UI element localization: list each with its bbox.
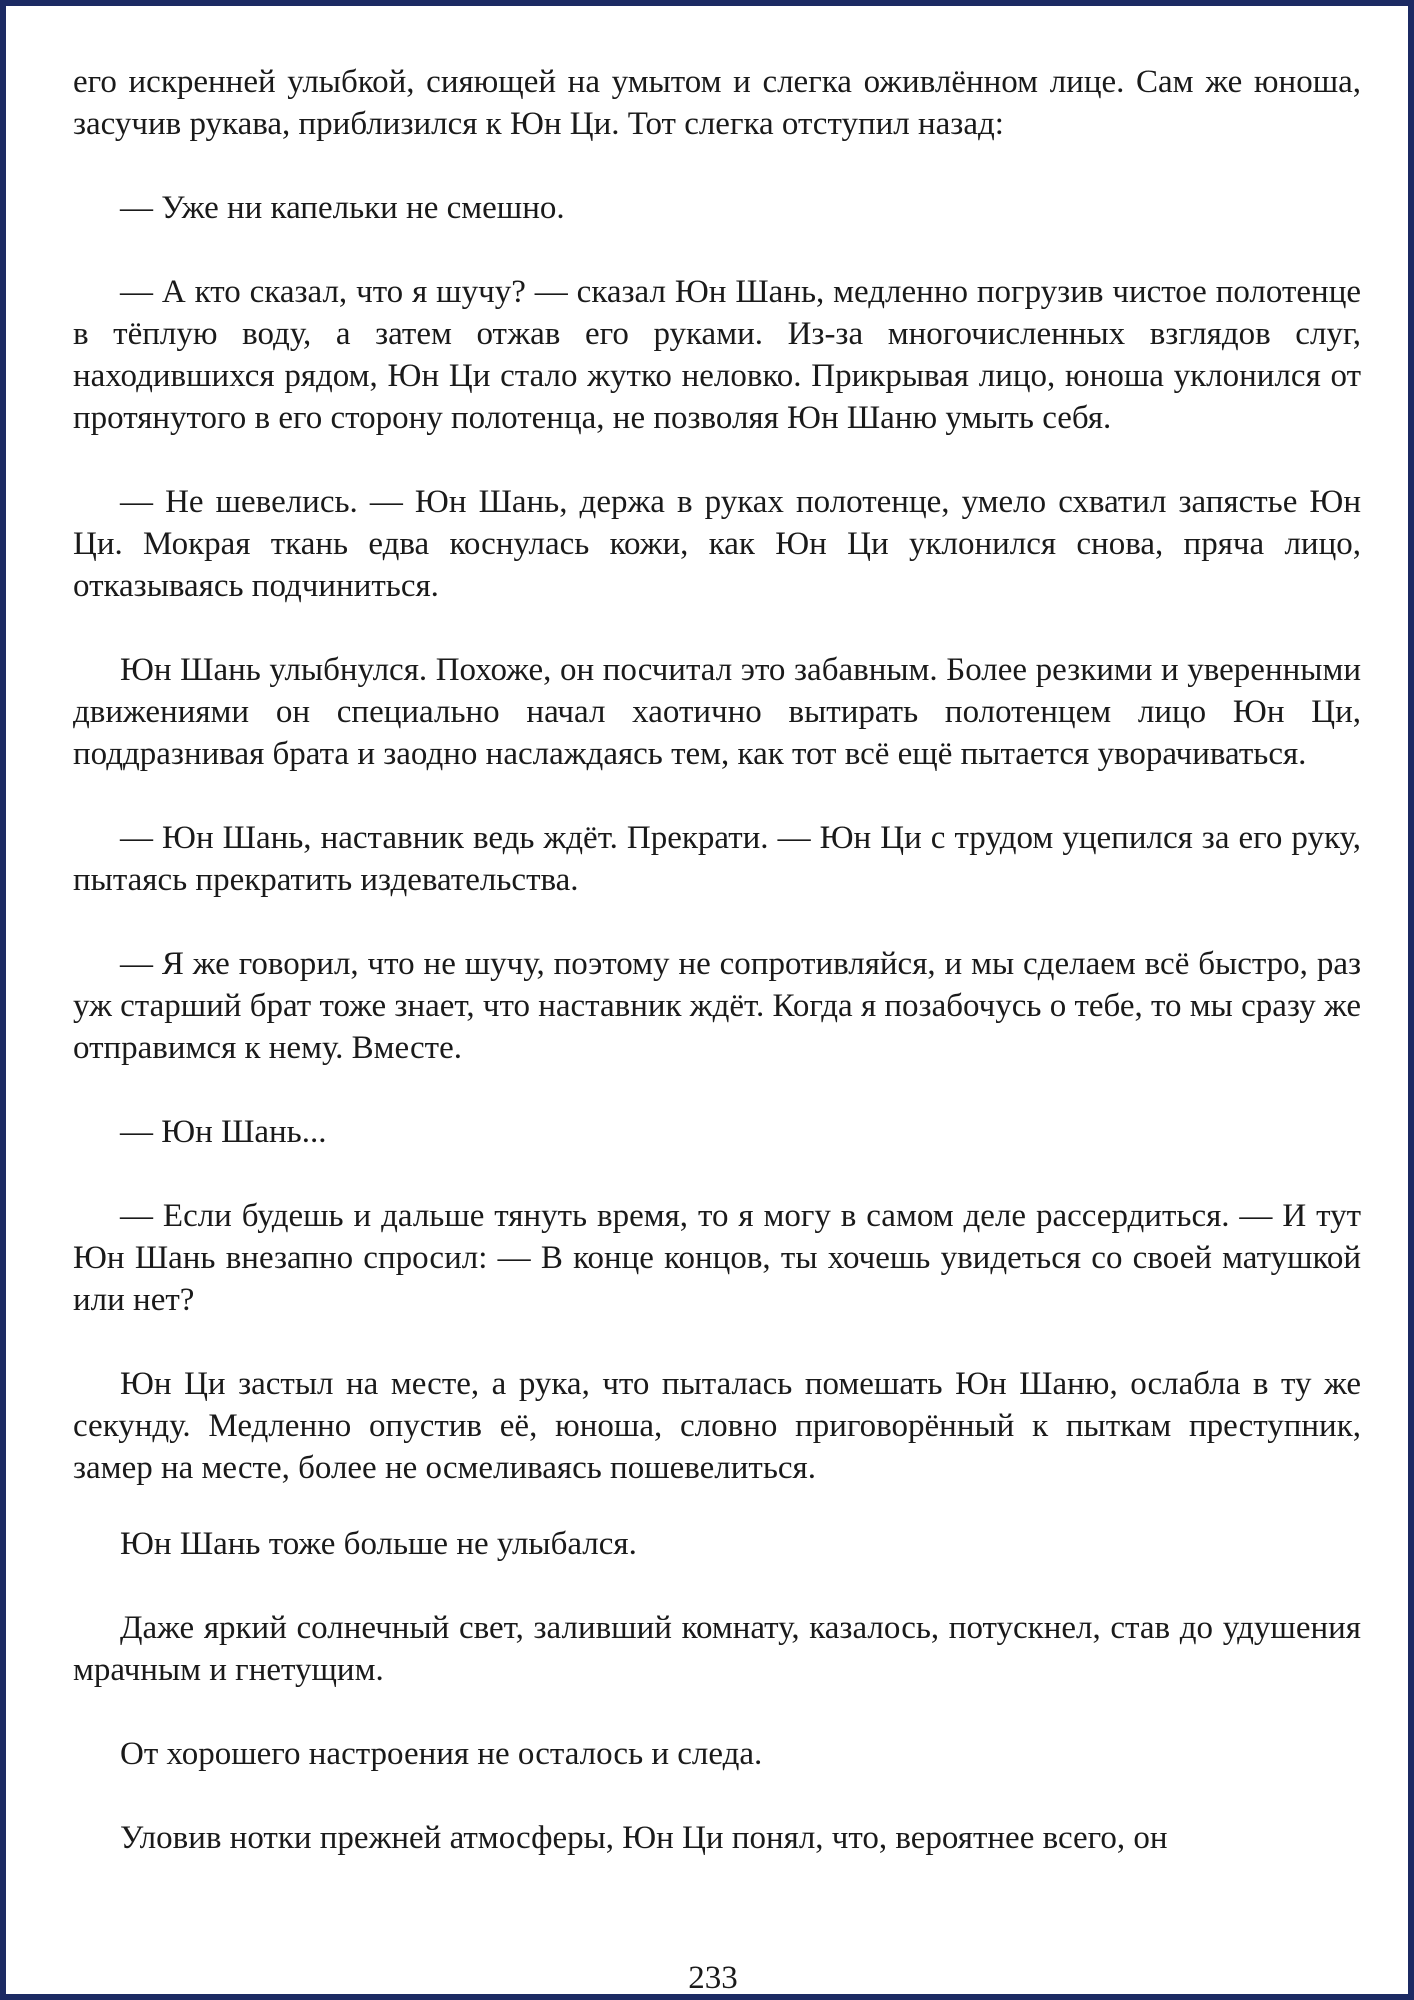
paragraph: — Юн Шань, наставник ведь ждёт. Прекрати. — Юн Ци с трудом уцепился за его руку, пытаясь прекратить издевательства. [73, 820, 1361, 898]
paragraph: — Юн Шань... [120, 1114, 327, 1150]
paragraph: его искренней улыбкой, сияющей на умытом и слегка оживлённом лице. Сам же юноша, засучив рукава, приблизился к Юн Ци. Тот слегка отступил назад: [73, 64, 1361, 142]
paragraph: Даже яркий солнечный свет, заливший комнату, казалось, потускнел, став до удушения мрачным и гнетущим. [73, 1610, 1361, 1688]
paragraph: — А кто сказал, что я шучу? — сказал Юн Шань, медленно погрузив чистое полотенце в тёплую воду, а затем отжав его руками. Из-за многочисленных взглядов слуг, находившихся рядом, Юн Ци стало жутко неловко. Прикрывая лицо, юноша уклонился от протянутого в его сторону полотенца, не позволяя Юн Шаню умыть себя. [73, 274, 1361, 436]
paragraph: — Если будешь и дальше тянуть время, то я могу в самом деле рассердиться. — И тут Юн Шань внезапно спросил: — В конце концов, ты хочешь увидеться со своей матушкой или нет? [73, 1198, 1361, 1318]
paragraph: — Уже ни капельки не смешно. [120, 190, 565, 226]
paragraph: Юн Ци застыл на месте, а рука, что пыталась помешать Юн Шаню, ослабла в ту же секунду. Медленно опустив её, юноша, словно приговорённый к пыткам преступник, замер на месте, более не осмеливаясь пошевелиться. [73, 1366, 1361, 1486]
paragraph: — Не шевелись. — Юн Шань, держа в руках полотенце, умело схватил запястье Юн Ци. Мокрая ткань едва коснулась кожи, как Юн Ци уклонился снова, пряча лицо, отказываясь подчиниться. [73, 484, 1361, 604]
page-body [73, 61, 1361, 1859]
paragraph: Уловив нотки прежней атмосферы, Юн Ци понял, что, вероятнее всего, он [120, 1820, 1168, 1856]
page-number: 233 [688, 1960, 738, 1996]
paragraph: — Я же говорил, что не шучу, поэтому не сопротивляйся, и мы сделаем всё быстро, раз уж старший брат тоже знает, что наставник ждёт. Когда я позабочусь о тебе, то мы сразу же отправимся к нему. Вместе. [73, 946, 1361, 1066]
paragraph: От хорошего настроения не осталось и следа. [120, 1736, 763, 1772]
paragraph: Юн Шань улыбнулся. Похоже, он посчитал это забавным. Более резкими и уверенными движениями он специально начал хаотично вытирать полотенцем лицо Юн Ци, поддразнивая брата и заодно наслаждаясь тем, как тот всё ещё пытается уворачиваться. [73, 652, 1361, 772]
paragraph: Юн Шань тоже больше не улыбался. [120, 1526, 637, 1562]
